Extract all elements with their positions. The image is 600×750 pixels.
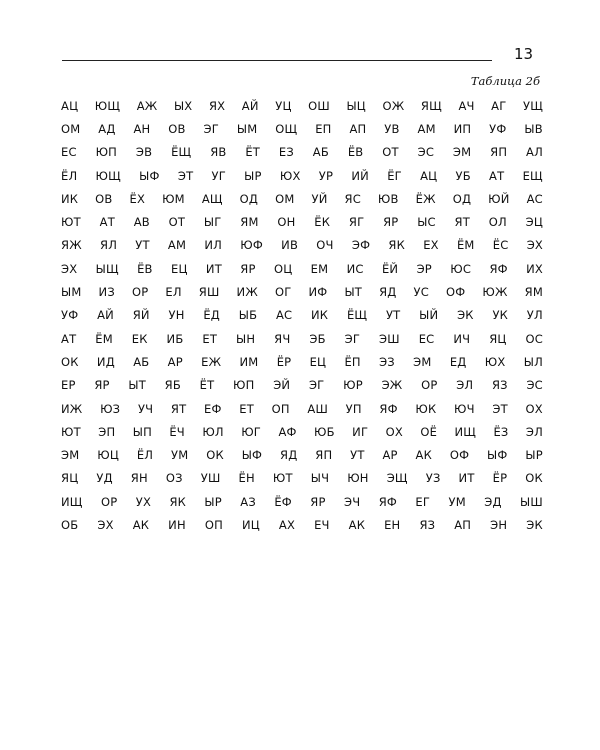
table-cell: ЯЗ bbox=[491, 378, 508, 393]
table-cell: УЙ bbox=[311, 191, 328, 206]
table-cell: УВ bbox=[384, 121, 400, 136]
table-cell: ЫЛ bbox=[523, 354, 543, 369]
table-cell: ЯР bbox=[383, 215, 399, 230]
table-cell: ЮР bbox=[343, 378, 363, 393]
table-cell: АД bbox=[98, 121, 116, 136]
page-number: 13 bbox=[514, 45, 534, 63]
table-row bbox=[61, 164, 543, 187]
table-cell: АЩ bbox=[201, 191, 223, 206]
table-cell: ЭФ bbox=[351, 238, 371, 253]
table-cell: ИГ bbox=[352, 424, 369, 439]
table-cell: ЕЩ bbox=[522, 168, 543, 183]
table-cell: ЫВ bbox=[524, 121, 543, 136]
table-cell: АБ bbox=[133, 354, 150, 369]
table-row bbox=[61, 513, 543, 536]
table-row bbox=[61, 280, 543, 303]
table-cell: ЯН bbox=[130, 471, 148, 486]
table-cell: ИД bbox=[96, 354, 115, 369]
table-cell: УЛ bbox=[526, 308, 543, 323]
table-cell: ОП bbox=[271, 401, 290, 416]
table-cell: УТ bbox=[350, 448, 365, 463]
table-cell: ИЙ bbox=[351, 168, 369, 183]
table-cell: ЯР bbox=[310, 494, 326, 509]
table-cell: ЫЦ bbox=[346, 98, 366, 113]
table-cell: ОТ bbox=[168, 215, 186, 230]
table-row bbox=[61, 467, 543, 490]
table-cell: ЭК bbox=[526, 517, 543, 532]
table-cell: ЁЧ bbox=[169, 424, 185, 439]
table-cell: ЭТ bbox=[492, 401, 508, 416]
table-cell: ЯБ bbox=[164, 378, 181, 393]
table-row bbox=[61, 117, 543, 140]
table-row bbox=[61, 94, 543, 117]
table-cell: УЦ bbox=[275, 98, 292, 113]
table-cell: ЕТ bbox=[202, 331, 218, 346]
table-cell: ОШ bbox=[308, 98, 330, 113]
table-cell: ЭХ bbox=[97, 517, 114, 532]
table-cell: УР bbox=[318, 168, 334, 183]
table-cell: ЯЩ bbox=[420, 98, 442, 113]
table-cell: ЯТ bbox=[454, 215, 470, 230]
table-cell: ЮБ bbox=[314, 424, 335, 439]
table-cell: ЫФ bbox=[139, 168, 160, 183]
table-cell: ЫЙ bbox=[419, 308, 439, 323]
table-cell: ИЖ bbox=[61, 401, 83, 416]
table-cell: ЮХ bbox=[484, 354, 506, 369]
table-cell: ЫП bbox=[132, 424, 152, 439]
table-cell: ЭХ bbox=[526, 238, 543, 253]
letter-pair-table bbox=[61, 94, 543, 537]
table-cell: ЭШ bbox=[379, 331, 400, 346]
table-cell: АП bbox=[454, 517, 472, 532]
table-cell: ЫГ bbox=[203, 215, 222, 230]
table-cell: ЯЛ bbox=[100, 238, 118, 253]
table-cell: ЮТ bbox=[61, 215, 81, 230]
table-cell: УМ bbox=[448, 494, 466, 509]
table-cell: ОЩ bbox=[275, 121, 298, 136]
table-cell: ОХ bbox=[385, 424, 403, 439]
table-cell: ЭП bbox=[98, 424, 116, 439]
table-cell: ИЩ bbox=[454, 424, 477, 439]
table-cell: ЯР bbox=[94, 378, 110, 393]
table-cell: ЮЛ bbox=[202, 424, 224, 439]
table-cell: ЁХ bbox=[129, 191, 146, 206]
table-cell: АМ bbox=[417, 121, 436, 136]
table-cell: ЫФ bbox=[241, 448, 263, 463]
table-cell: ЯМ bbox=[524, 285, 543, 300]
table-row bbox=[61, 234, 543, 257]
table-cell: УФ bbox=[489, 121, 507, 136]
table-cell: ЭЛ bbox=[456, 378, 474, 393]
table-cell: ОР bbox=[100, 494, 118, 509]
table-cell: ЭГ bbox=[308, 378, 325, 393]
table-cell: ЭД bbox=[484, 494, 502, 509]
table-cell: АН bbox=[133, 121, 151, 136]
table-cell: ОЗ bbox=[165, 471, 183, 486]
table-cell: ЫЩ bbox=[95, 261, 119, 276]
table-cell: ЫФ bbox=[487, 448, 508, 463]
table-cell: АТ bbox=[61, 331, 77, 346]
table-cell: АШ bbox=[307, 401, 328, 416]
table-cell: ЫР bbox=[204, 494, 222, 509]
table-cell: ЯЗ bbox=[419, 517, 436, 532]
table-cell: АБ bbox=[312, 145, 329, 160]
table-cell: ЭР bbox=[416, 261, 432, 276]
table-cell: ОЧ bbox=[316, 238, 334, 253]
table-cell: ЭХ bbox=[61, 261, 78, 276]
table-cell: ИХ bbox=[526, 261, 543, 276]
table-cell: ИЖ bbox=[236, 285, 258, 300]
table-cell: ЮЧ bbox=[454, 401, 475, 416]
table-cell: ЫС bbox=[417, 215, 436, 230]
table-row bbox=[61, 420, 543, 443]
table-cell: АП bbox=[349, 121, 367, 136]
table-cell: АМ bbox=[167, 238, 187, 253]
table-row bbox=[61, 141, 543, 164]
table-cell: ЁР bbox=[492, 471, 508, 486]
table-cell: ЭТ bbox=[177, 168, 194, 183]
table-row bbox=[61, 187, 543, 210]
table-cell: ЁЛ bbox=[61, 168, 78, 183]
table-cell: УС bbox=[413, 285, 429, 300]
table-cell: АЖ bbox=[136, 98, 158, 113]
table-cell: ЕЛ bbox=[165, 285, 182, 300]
table-cell: УП bbox=[345, 401, 362, 416]
table-cell: ЕЖ bbox=[201, 354, 222, 369]
table-cell: ЮХ bbox=[279, 168, 301, 183]
table-row bbox=[61, 350, 543, 373]
table-cell: ЮТ bbox=[61, 424, 81, 439]
table-cell: ЭК bbox=[457, 308, 474, 323]
table-cell: ЯД bbox=[280, 448, 298, 463]
table-cell: ИЧ bbox=[453, 331, 471, 346]
table-cell: ЕН bbox=[384, 517, 401, 532]
table-cell: ОЛ bbox=[488, 215, 507, 230]
table-cell: ЁЩ bbox=[346, 308, 368, 323]
table-cell: ЕЦ bbox=[309, 354, 327, 369]
table-cell: ОГ bbox=[274, 285, 292, 300]
table-cell: ЭЦ bbox=[525, 215, 543, 230]
table-cell: ИТ bbox=[458, 471, 475, 486]
table-cell: ЭС bbox=[526, 378, 543, 393]
table-cell: ЭЗ bbox=[379, 354, 395, 369]
table-cell: АТ bbox=[99, 215, 115, 230]
table-row bbox=[61, 443, 543, 466]
table-cell: ЭЖ bbox=[381, 378, 403, 393]
table-cell: ОК bbox=[525, 471, 543, 486]
table-row bbox=[61, 327, 543, 350]
table-cell: ЕС bbox=[61, 145, 77, 160]
table-cell: ЯМ bbox=[240, 215, 259, 230]
table-cell: ЭМ bbox=[61, 448, 80, 463]
table-cell: АЙ bbox=[97, 308, 114, 323]
table-cell: ИС bbox=[346, 261, 364, 276]
table-cell: ЭМ bbox=[413, 354, 432, 369]
table-cell: ЕЧ bbox=[314, 517, 330, 532]
table-cell: УБ bbox=[455, 168, 471, 183]
table-cell: ЮЙ bbox=[488, 191, 510, 206]
table-cell: ЯД bbox=[379, 285, 397, 300]
table-cell: ОС bbox=[525, 331, 543, 346]
table-cell: ЮТ bbox=[272, 471, 293, 486]
table-cell: ЯК bbox=[169, 494, 187, 509]
table-cell: ЫТ bbox=[344, 285, 363, 300]
table-cell: ЯФ bbox=[379, 401, 398, 416]
table-cell: ОК bbox=[206, 448, 224, 463]
table-cell: ЫШ bbox=[520, 494, 543, 509]
table-cell: АЦ bbox=[61, 98, 79, 113]
table-cell: УД bbox=[96, 471, 113, 486]
table-cell: ЮП bbox=[95, 145, 118, 160]
table-cell: ИЦ bbox=[241, 517, 260, 532]
table-cell: ИФ bbox=[308, 285, 328, 300]
table-cell: ОМ bbox=[61, 121, 81, 136]
table-cell: ЁФ bbox=[274, 494, 292, 509]
table-cell: ЮВ bbox=[377, 191, 399, 206]
table-cell: ЫБ bbox=[238, 308, 258, 323]
table-cell: ЯВ bbox=[210, 145, 227, 160]
table-cell: ЁК bbox=[314, 215, 331, 230]
table-cell: УФ bbox=[61, 308, 79, 323]
table-cell: ЮФ bbox=[240, 238, 263, 253]
table-cell: ОР bbox=[421, 378, 438, 393]
table-cell: ЁД bbox=[203, 308, 220, 323]
table-cell: УЩ bbox=[523, 98, 543, 113]
table-cell: ОФ bbox=[445, 285, 466, 300]
table-cell: ЫМ bbox=[61, 285, 82, 300]
table-cell: ИК bbox=[61, 191, 79, 206]
table-cell: ЭВ bbox=[135, 145, 153, 160]
table-cell: ЭГ bbox=[203, 121, 219, 136]
table-cell: ИЗ bbox=[98, 285, 115, 300]
table-cell: АР bbox=[167, 354, 183, 369]
table-cell: ЯФ bbox=[489, 261, 508, 276]
table-cell: ЮП bbox=[233, 378, 255, 393]
table-cell: УЧ bbox=[137, 401, 154, 416]
table-cell: УХ bbox=[135, 494, 152, 509]
table-cell: ЁВ bbox=[137, 261, 153, 276]
table-cell: ЮЩ bbox=[94, 98, 121, 113]
table-cell: ЯС bbox=[344, 191, 361, 206]
table-cell: ЯФ bbox=[378, 494, 398, 509]
table-cell: ЕС bbox=[418, 331, 435, 346]
table-cell: ЭБ bbox=[309, 331, 326, 346]
table-row bbox=[61, 490, 543, 513]
table-cell: ЕГ bbox=[415, 494, 431, 509]
table-cell: ОФ bbox=[449, 448, 470, 463]
table-cell: АХ bbox=[278, 517, 296, 532]
table-cell: ЫР bbox=[244, 168, 262, 183]
table-cell: ЮЖ bbox=[482, 285, 508, 300]
table-cell: ЯЦ bbox=[489, 331, 507, 346]
table-cell: ЁЛ bbox=[136, 448, 154, 463]
table-cell: УТ bbox=[135, 238, 150, 253]
table-cell: ЫХ bbox=[173, 98, 193, 113]
table-cell: ЕД bbox=[449, 354, 467, 369]
table-cell: ОД bbox=[452, 191, 472, 206]
table-cell: ЯР bbox=[240, 261, 256, 276]
table-cell: ЭЧ bbox=[344, 494, 361, 509]
table-cell: ОЖ bbox=[382, 98, 405, 113]
table-cell: ЯТ bbox=[170, 401, 187, 416]
table-cell: ЭМ bbox=[452, 145, 472, 160]
table-cell: АЗ bbox=[240, 494, 256, 509]
table-cell: ЮН bbox=[347, 471, 369, 486]
table-cell: ЯХ bbox=[208, 98, 226, 113]
table-cell: АЛ bbox=[526, 145, 543, 160]
table-cell: ОТ bbox=[382, 145, 399, 160]
table-cell: ЯЦ bbox=[61, 471, 79, 486]
table-cell: АЧ bbox=[458, 98, 475, 113]
table-cell: УМ bbox=[171, 448, 189, 463]
table-cell: ИБ bbox=[166, 331, 184, 346]
table-cell: ЫМ bbox=[236, 121, 258, 136]
table-cell: УГ bbox=[211, 168, 226, 183]
table-cell: ЁЖ bbox=[415, 191, 436, 206]
table-row bbox=[61, 210, 543, 233]
table-cell: АФ bbox=[278, 424, 297, 439]
table-cell: УК bbox=[492, 308, 509, 323]
table-cell: АГ bbox=[491, 98, 507, 113]
table-cell: ЫН bbox=[236, 331, 256, 346]
table-cell: УШ bbox=[200, 471, 221, 486]
table-cell: ИТ bbox=[205, 261, 222, 276]
table-cell: ЯЙ bbox=[132, 308, 150, 323]
table-cell: ЕЗ bbox=[278, 145, 294, 160]
header-rule bbox=[62, 60, 492, 61]
table-cell: ОВ bbox=[168, 121, 186, 136]
table-cell: ИМ bbox=[239, 354, 259, 369]
table-cell: ИЩ bbox=[61, 494, 83, 509]
table-cell: ЁЙ bbox=[381, 261, 399, 276]
table-cell: ЮЗ bbox=[100, 401, 121, 416]
table-cell: ЕФ bbox=[204, 401, 222, 416]
table-cell: ЭГ bbox=[344, 331, 361, 346]
table-cell: ЕМ bbox=[310, 261, 329, 276]
table-cell: ОВ bbox=[95, 191, 113, 206]
table-cell: ЮС bbox=[450, 261, 472, 276]
table-cell: ЁР bbox=[276, 354, 292, 369]
table-row bbox=[61, 304, 543, 327]
table-cell: АЙ bbox=[241, 98, 259, 113]
table-cell: ЭЙ bbox=[273, 378, 291, 393]
table-cell: ЮЩ bbox=[95, 168, 121, 183]
table-cell: УТ bbox=[385, 308, 401, 323]
table-cell: ЁМ bbox=[95, 331, 113, 346]
table-cell: УН bbox=[168, 308, 185, 323]
table-cell: ЕР bbox=[61, 378, 76, 393]
table-row bbox=[61, 397, 543, 420]
table-cell: ЮК bbox=[415, 401, 437, 416]
table-cell: ОХ bbox=[525, 401, 543, 416]
table-cell: АС bbox=[275, 308, 293, 323]
table-cell: АТ bbox=[489, 168, 505, 183]
table-cell: ОЦ bbox=[273, 261, 293, 276]
table-cell: АВ bbox=[133, 215, 150, 230]
table-cell: ЫЧ bbox=[310, 471, 330, 486]
table-cell: ИН bbox=[168, 517, 186, 532]
table-cell: УЗ bbox=[425, 471, 441, 486]
table-cell: ЫР bbox=[525, 448, 543, 463]
table-cell: ОБ bbox=[61, 517, 79, 532]
table-cell: ЭС bbox=[417, 145, 435, 160]
table-cell: ЯЧ bbox=[274, 331, 291, 346]
table-cell: ЮМ bbox=[162, 191, 185, 206]
table-cell: АС bbox=[526, 191, 543, 206]
table-cell: ЯК bbox=[388, 238, 405, 253]
table-cell: ЫТ bbox=[128, 378, 146, 393]
table-cell: ЯП bbox=[315, 448, 333, 463]
table-cell: ЕТ bbox=[239, 401, 254, 416]
table-cell: ЕЦ bbox=[170, 261, 188, 276]
table-cell: ЁП bbox=[344, 354, 361, 369]
table-cell: ЁЗ bbox=[493, 424, 509, 439]
table-cell: ЁЩ bbox=[171, 145, 192, 160]
table-cell: ИК bbox=[311, 308, 329, 323]
table-cell: АР bbox=[382, 448, 398, 463]
table-cell: ОН bbox=[277, 215, 296, 230]
table-cell: ОК bbox=[61, 354, 79, 369]
table-cell: ЯГ bbox=[348, 215, 365, 230]
table-cell: ЁН bbox=[238, 471, 255, 486]
table-cell: ЯП bbox=[490, 145, 508, 160]
table-cell: ЯЖ bbox=[61, 238, 82, 253]
table-row bbox=[61, 374, 543, 397]
table-cell: ЕП bbox=[315, 121, 332, 136]
table-cell: ЭЛ bbox=[525, 424, 543, 439]
table-cell: АК bbox=[132, 517, 150, 532]
table-cell: ИЛ bbox=[204, 238, 222, 253]
table-cell: ЮЦ bbox=[97, 448, 119, 463]
table-cell: ЕК bbox=[131, 331, 148, 346]
table-cell: ОД bbox=[239, 191, 259, 206]
table-cell: ЁГ bbox=[387, 168, 402, 183]
table-cell: ЁС bbox=[492, 238, 509, 253]
table-cell: АЦ bbox=[420, 168, 438, 183]
table-cell: ЁТ bbox=[245, 145, 261, 160]
table-cell: ЕХ bbox=[423, 238, 439, 253]
table-cell: ОМ bbox=[275, 191, 295, 206]
table-row bbox=[61, 257, 543, 280]
table-cell: ИП bbox=[453, 121, 472, 136]
table-cell: ЁМ bbox=[456, 238, 475, 253]
table-cell: АК bbox=[348, 517, 366, 532]
table-cell: АК bbox=[415, 448, 432, 463]
table-cell: ЁВ bbox=[347, 145, 364, 160]
table-cell: ЭН bbox=[490, 517, 508, 532]
table-cell: ЭЩ bbox=[386, 471, 408, 486]
table-cell: ЯШ bbox=[198, 285, 220, 300]
table-cell: ОР bbox=[131, 285, 149, 300]
table-cell: ЁТ bbox=[199, 378, 215, 393]
table-cell: ЮГ bbox=[241, 424, 262, 439]
table-cell: ИВ bbox=[281, 238, 299, 253]
table-caption: Таблица 2б bbox=[470, 74, 540, 88]
table-cell: ОП bbox=[204, 517, 223, 532]
table-cell: ОЁ bbox=[420, 424, 438, 439]
